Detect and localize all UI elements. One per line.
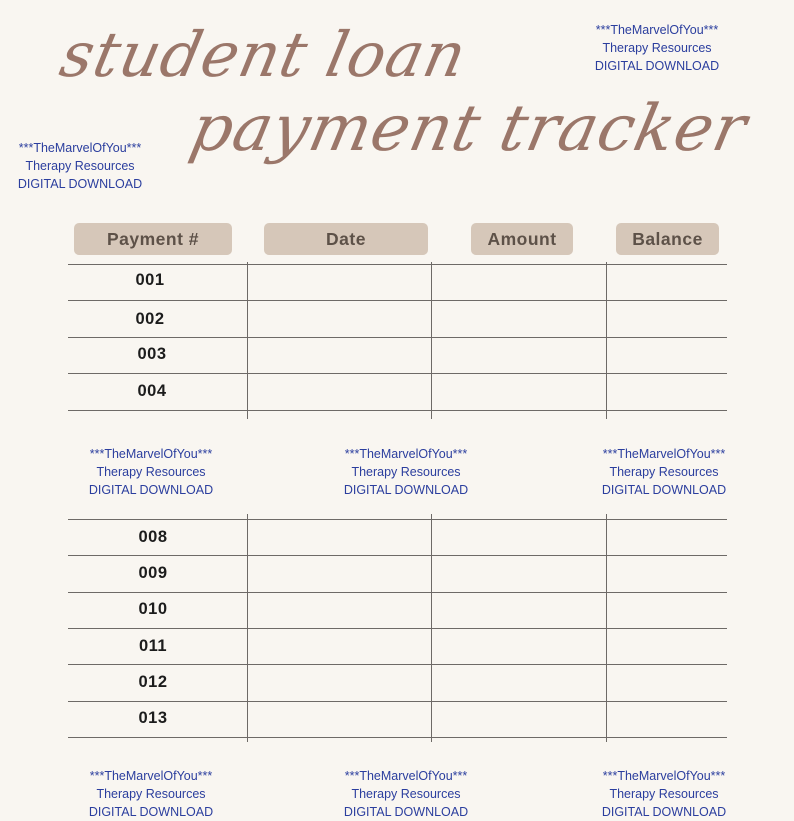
title-line-2: payment tracker (184, 92, 754, 166)
watermark (321, 445, 491, 499)
watermark (579, 767, 749, 821)
watermark-line-3: DIGITAL DOWNLOAD (88, 805, 214, 819)
watermark-line-2: Therapy Resources (602, 41, 712, 55)
watermark-line-3: DIGITAL DOWNLOAD (594, 59, 720, 73)
header-date: Date (264, 223, 428, 255)
payment-number-cell: 013 (138, 709, 168, 727)
watermark-line-2: Therapy Resources (609, 787, 719, 801)
row-divider (68, 410, 727, 411)
watermark (0, 139, 165, 193)
watermark (66, 767, 236, 821)
watermark (572, 21, 742, 75)
watermark-line-1: ***TheMarvelOfYou*** (89, 769, 213, 783)
column-divider (606, 514, 607, 742)
watermark-line-2: Therapy Resources (609, 465, 719, 479)
row-divider (68, 337, 727, 338)
row-divider (68, 373, 727, 374)
watermark-line-1: ***TheMarvelOfYou*** (344, 447, 468, 461)
watermark-line-2: Therapy Resources (351, 465, 461, 479)
column-divider (247, 514, 248, 742)
watermark-line-3: DIGITAL DOWNLOAD (17, 177, 143, 191)
header-balance: Balance (616, 223, 719, 255)
watermark-line-2: Therapy Resources (25, 159, 135, 173)
watermark-line-3: DIGITAL DOWNLOAD (343, 805, 469, 819)
row-divider (68, 628, 727, 629)
payment-number-cell: 002 (135, 310, 165, 328)
watermark-line-2: Therapy Resources (351, 787, 461, 801)
row-divider (68, 519, 727, 520)
row-divider (68, 264, 727, 265)
watermark-line-2: Therapy Resources (96, 465, 206, 479)
watermark-line-2: Therapy Resources (96, 787, 206, 801)
row-divider (68, 300, 727, 301)
watermark-line-1: ***TheMarvelOfYou*** (18, 141, 142, 155)
row-divider (68, 555, 727, 556)
watermark (579, 445, 749, 499)
row-divider (68, 664, 727, 665)
watermark-line-1: ***TheMarvelOfYou*** (89, 447, 213, 461)
payment-number-cell: 009 (138, 564, 168, 582)
column-divider (247, 262, 248, 419)
row-divider (68, 592, 727, 593)
column-divider (431, 262, 432, 419)
payment-number-cell: 012 (138, 673, 168, 691)
watermark-line-3: DIGITAL DOWNLOAD (343, 483, 469, 497)
payment-number-cell: 001 (135, 271, 165, 289)
watermark-line-3: DIGITAL DOWNLOAD (601, 805, 727, 819)
watermark (321, 767, 491, 821)
watermark-line-1: ***TheMarvelOfYou*** (602, 769, 726, 783)
watermark-line-3: DIGITAL DOWNLOAD (601, 483, 727, 497)
payment-number-cell: 008 (138, 528, 168, 546)
column-divider (431, 514, 432, 742)
payment-number-cell: 003 (137, 345, 167, 363)
watermark-line-1: ***TheMarvelOfYou*** (602, 447, 726, 461)
watermark (66, 445, 236, 499)
title-line-1: student loan (54, 18, 474, 91)
watermark-line-1: ***TheMarvelOfYou*** (595, 23, 719, 37)
row-divider (68, 701, 727, 702)
payment-number-cell: 010 (138, 600, 168, 618)
watermark-line-3: DIGITAL DOWNLOAD (88, 483, 214, 497)
row-divider (68, 737, 727, 738)
payment-number-cell: 004 (137, 382, 167, 400)
header-amount: Amount (471, 223, 573, 255)
column-divider (606, 262, 607, 419)
payment-number-cell: 011 (138, 637, 168, 655)
watermark-line-1: ***TheMarvelOfYou*** (344, 769, 468, 783)
header-payment-number: Payment # (74, 223, 232, 255)
